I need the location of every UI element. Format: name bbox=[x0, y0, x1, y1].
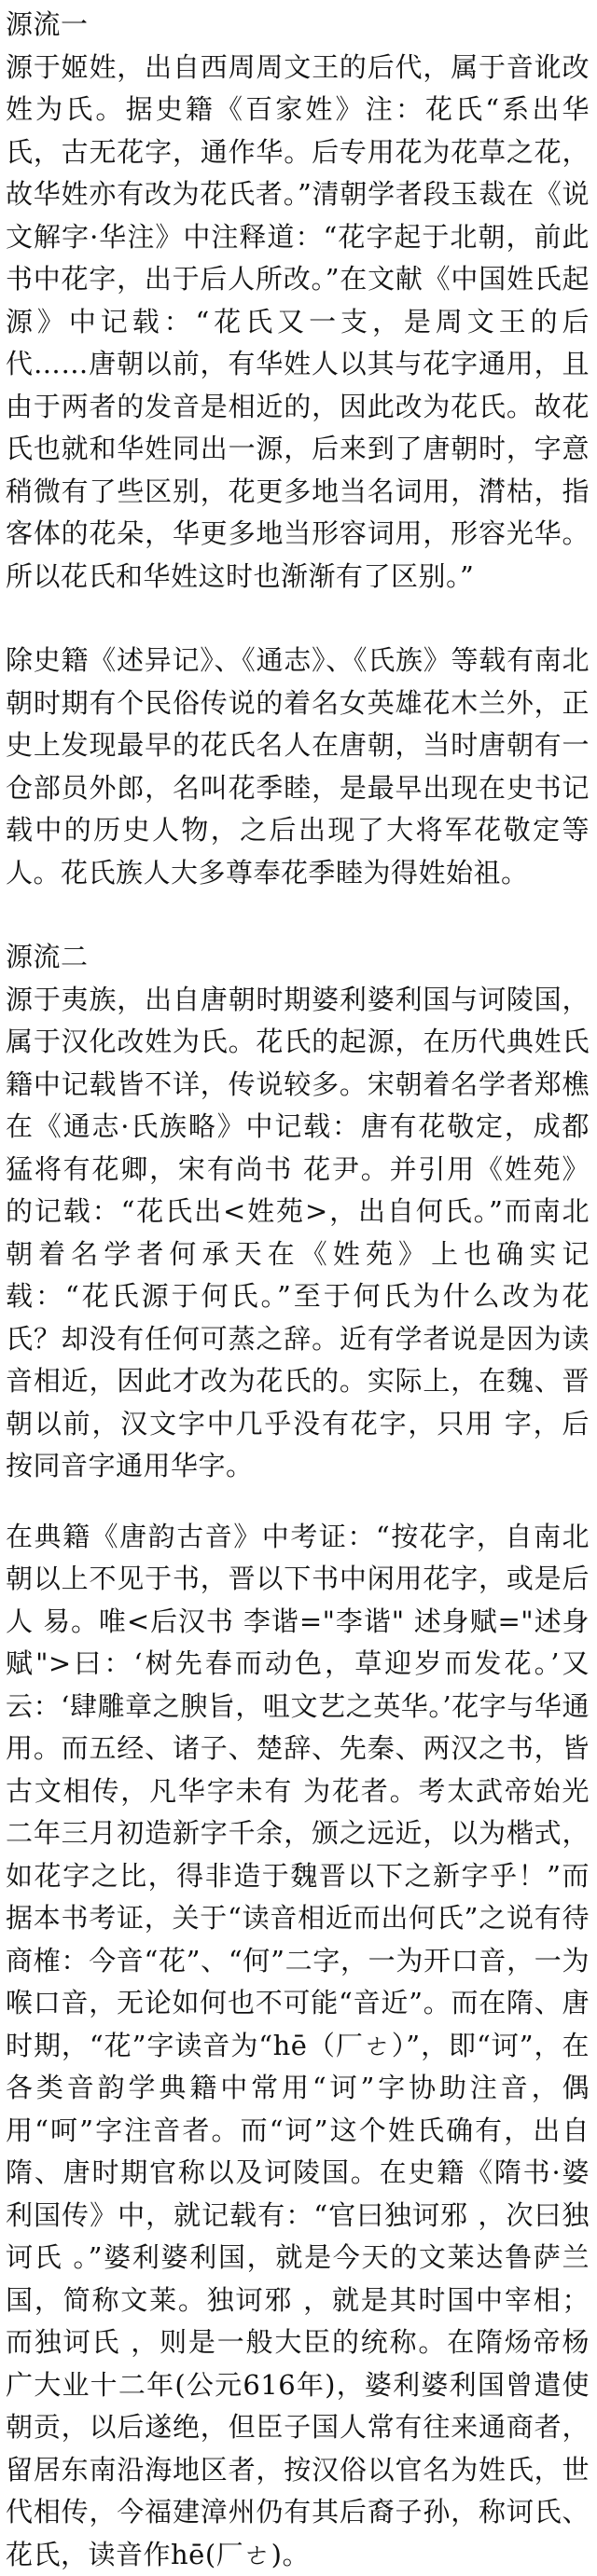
section-spacer bbox=[6, 894, 590, 936]
paragraph-spacer bbox=[6, 598, 590, 640]
section-origin-two bbox=[6, 936, 590, 2576]
section-heading: 源流一 bbox=[6, 4, 590, 47]
paragraph: 源于姬姓，出自西周周文王的后代，属于音讹改姓为氏。据史籍《百家姓》注：花氏“系出华氏，古无花字，通作华。后专用花为花草之花，故华姓亦有改为花氏者。”清朝学者段玉裁在《说文解字·华注》中注释道：“花字起于北朝，前此书中花字，出于后人所改。”在文献《中国姓氏起源》中记载：“花氏又一支，是周文王的后代……唐朝以前，有华姓人以其与花字通用，且由于两者的发音是相近的，因此改为花氏。故花氏也就和华姓同出一源，后来到了唐朝时，字意稍微有了些区别，花更多地当名词用，潸枯，指客体的花朵，华更多地当形容词用，形容光华。所以花氏和华姓这时也渐渐有了区别。” bbox=[6, 47, 590, 599]
paragraph: 在典籍《唐韵古音》中考证：“按花字，自南北朝以上不见于书，晋以下书中闲用花字，或是后人 易。唯<后汉书 李谐="李谐" 述身赋="述身赋">曰：‘树先春而动色，草迎岁而发花。’又云：‘肆雕章之腴旨，咀文艺之英华。’花字与华通用。而五经、诸子、楚辞、先秦、两汉之书，皆古文相传，凡华字未有 为花者。考太武帝始光二年三月初造新字千余，颁之远近，以为楷式，如花字之比，得非造于魏晋以下之新字乎！”而据本书考证，关于“读音相近而出何氏”之说有待商榷：今音“花”、“何”二字，一为开口音，一为喉口音，无论如何也不可能“音近”。而在隋、唐时期，“花”字读音为“hē（厂ㄜ）”，即“诃”，在各类音韵学典籍中常用“诃”字协助注音，偶用“呵”字注音者。而“诃”这个姓氏确有，出自隋、唐时期官称以及诃陵国。在史籍《隋书·婆利国传》中，就记载有：“官曰独诃邪 ，次曰独诃氏 。”婆利婆利国，就是今天的文莱达鲁萨兰国，简称文莱。独诃邪 ，就是其时国中宰相；而独诃氏 ，则是一般大臣的统称。在隋炀帝杨广大业十二年(公元616年)，婆利婆利国曾遣使朝贡，以后遂绝，但臣子国人常有往来通商者，留居东南沿海地区者，按汉俗以官名为姓氏，世代相传，今福建漳州仍有其后裔子孙，称诃氏、花氏，读音作hē(厂ㄜ)。 bbox=[6, 1516, 590, 2576]
paragraph-spacer bbox=[6, 1488, 590, 1516]
section-origin-one bbox=[6, 4, 590, 894]
paragraph: 除史籍《述异记》、《通志》、《氏族》等载有南北朝时期有个民俗传说的着名女英雄花木兰外，正史上发现最早的花氏名人在唐朝，当时唐朝有一仓部员外郎，名叫花季睦，是最早出现在史书记载中的历史人物，之后出现了大将军花敬定等人。花氏族人大多尊奉花季睦为得姓始祖。 bbox=[6, 640, 590, 894]
section-heading: 源流二 bbox=[6, 936, 590, 979]
paragraph: 源于夷族，出自唐朝时期婆利婆利国与诃陵国，属于汉化改姓为氏。花氏的起源，在历代典姓氏籍中记载皆不详，传说较多。宋朝着名学者郑樵在《通志·氏族略》中记载：唐有花敬定，成都猛将有花卿，宋有尚书 花尹。并引用《姓苑》的记载：“花氏出<姓苑>，出自何氏。”而南北朝着名学者何承天在《姓苑》上也确实记载：“花氏源于何氏。”至于何氏为什么改为花氏？却没有任何可蒸之辞。近有学者说是因为读音相近，因此才改为花氏的。实际上，在魏、晋朝以前，汉文字中几乎没有花字，只用 字，后按同音字通用华字。 bbox=[6, 979, 590, 1488]
